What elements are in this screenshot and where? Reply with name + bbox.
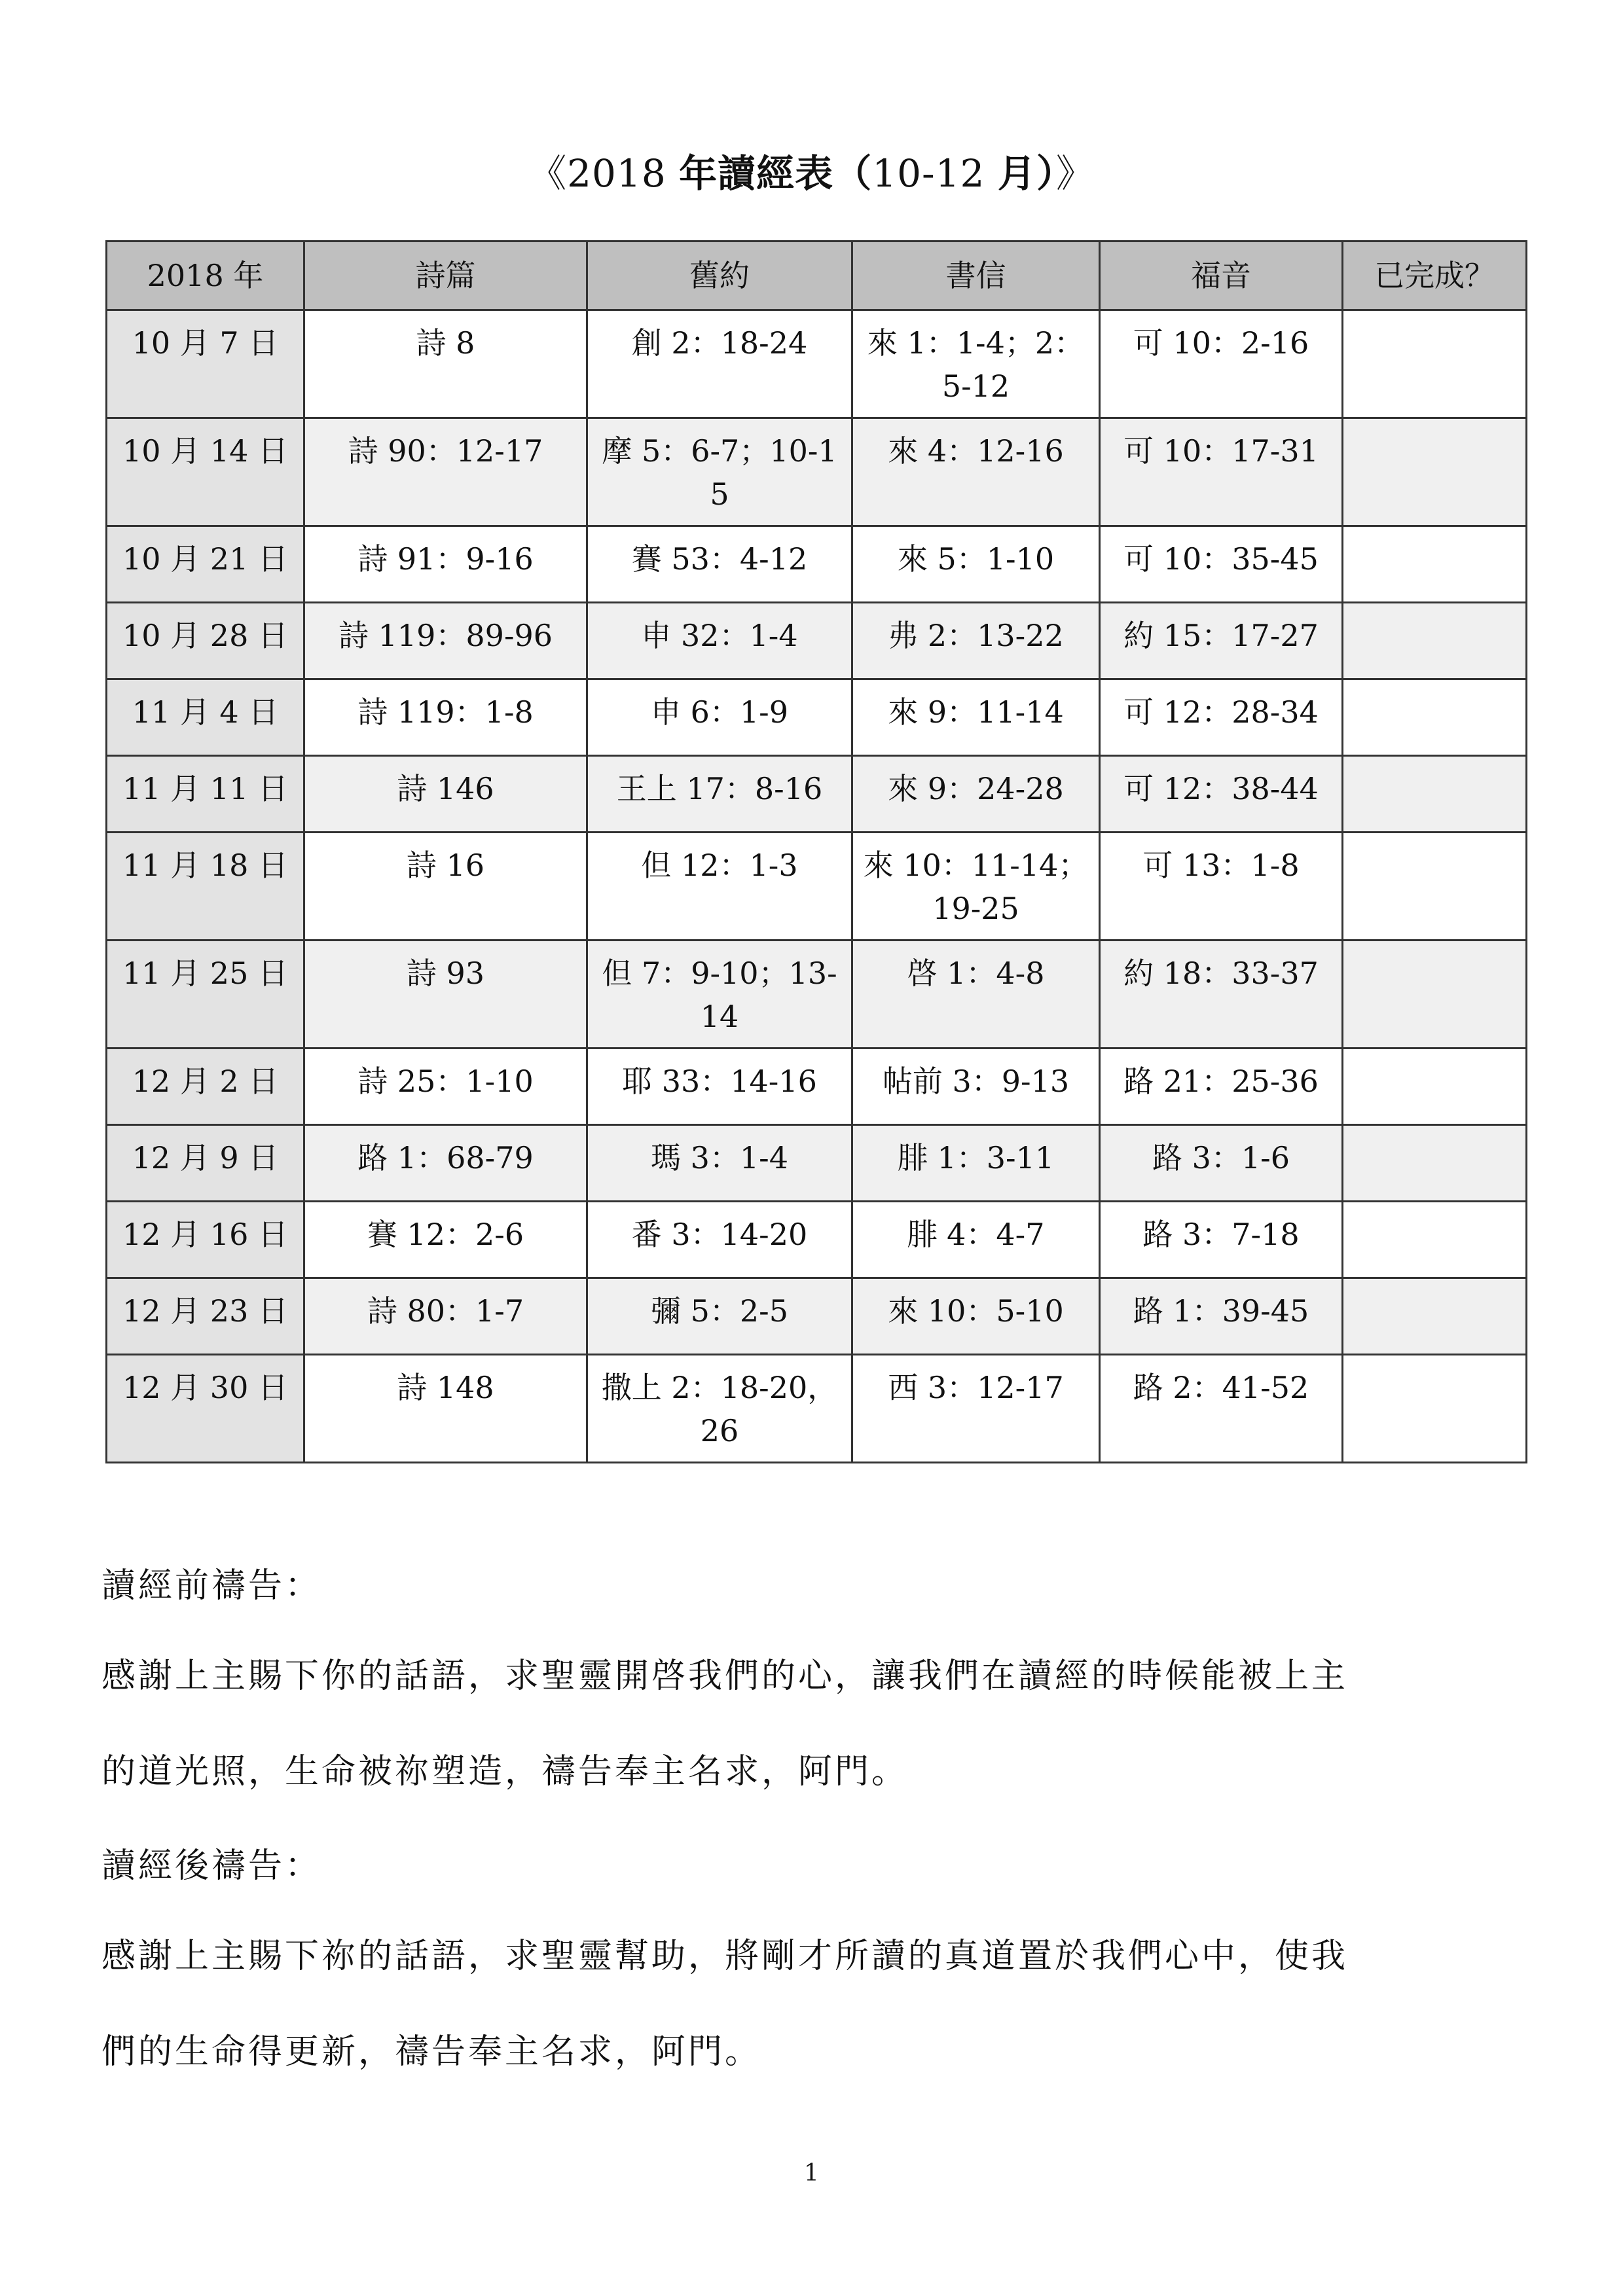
old-testament-cell: 申 6：1-9 (587, 679, 852, 756)
page-number: 1 (804, 2160, 819, 2187)
old-testament-cell: 撒上 2：18-20，26 (587, 1355, 852, 1463)
epistle-cell: 來 9：11-14 (852, 679, 1100, 756)
gospel-cell: 路 1：39-45 (1100, 1278, 1343, 1355)
prayer-before-line-1: 感謝上主賜下你的話語，求聖靈開啓我們的心，讓我們在讀經的時候能被上主 (101, 1657, 1349, 1696)
table-row (107, 310, 1527, 418)
reading-schedule-table (105, 240, 1527, 1463)
completed-cell[interactable] (1343, 833, 1527, 941)
old-testament-cell: 但 12：1-3 (587, 833, 852, 941)
table-row (107, 941, 1527, 1049)
psalms-cell: 詩 119：1-8 (304, 679, 587, 756)
psalms-cell: 路 1：68-79 (304, 1125, 587, 1202)
title-open: 《 (528, 151, 568, 196)
table-body (107, 310, 1527, 1463)
old-testament-cell: 彌 5：2-5 (587, 1278, 852, 1355)
header-old-testament: 舊約 (587, 242, 852, 310)
date-cell: 12 月 2 日 (107, 1049, 304, 1125)
table-row (107, 1049, 1527, 1125)
old-testament-cell: 申 32：1-4 (587, 603, 852, 679)
epistle-cell: 帖前 3：9-13 (852, 1049, 1100, 1125)
completed-cell[interactable] (1343, 1049, 1527, 1125)
title-close: 》 (1055, 151, 1095, 196)
epistle-cell: 弗 2：13-22 (852, 603, 1100, 679)
gospel-cell: 可 13：1-8 (1100, 833, 1343, 941)
date-cell: 11 月 4 日 (107, 679, 304, 756)
table-row (107, 756, 1527, 833)
psalms-cell: 詩 119：89-96 (304, 603, 587, 679)
title-range: 10-12 (872, 151, 985, 196)
completed-cell[interactable] (1343, 941, 1527, 1049)
date-cell: 11 月 11 日 (107, 756, 304, 833)
completed-cell[interactable] (1343, 603, 1527, 679)
gospel-cell: 約 15：17-27 (1100, 603, 1343, 679)
table-row (107, 418, 1527, 526)
epistle-cell: 啓 1：4-8 (852, 941, 1100, 1049)
old-testament-cell: 創 2：18-24 (587, 310, 852, 418)
table-row (107, 1278, 1527, 1355)
completed-cell[interactable] (1343, 679, 1527, 756)
psalms-cell: 詩 25：1-10 (304, 1049, 587, 1125)
gospel-cell: 路 3：1-6 (1100, 1125, 1343, 1202)
date-cell: 12 月 23 日 (107, 1278, 304, 1355)
epistle-cell: 腓 4：4-7 (852, 1202, 1100, 1278)
completed-cell[interactable] (1343, 310, 1527, 418)
table-row (107, 1355, 1527, 1463)
completed-cell[interactable] (1343, 1125, 1527, 1202)
completed-cell[interactable] (1343, 756, 1527, 833)
epistle-cell: 腓 1：3-11 (852, 1125, 1100, 1202)
page-title (0, 143, 1623, 198)
date-cell: 12 月 16 日 (107, 1202, 304, 1278)
epistle-cell: 西 3：12-17 (852, 1355, 1100, 1463)
psalms-cell: 詩 8 (304, 310, 587, 418)
title-year: 2018 (567, 151, 666, 196)
epistle-cell: 來 4：12-16 (852, 418, 1100, 526)
psalms-cell: 詩 93 (304, 941, 587, 1049)
prayer-after-heading: 讀經後禱告： (101, 1846, 322, 1886)
prayer-before-heading: 讀經前禱告： (101, 1566, 322, 1605)
epistle-cell: 來 1：1-4；2：5-12 (852, 310, 1100, 418)
table-row (107, 1202, 1527, 1278)
gospel-cell: 可 12：38-44 (1100, 756, 1343, 833)
gospel-cell: 路 3：7-18 (1100, 1202, 1343, 1278)
table-row (107, 833, 1527, 941)
header-completed: 已完成？ (1343, 242, 1527, 310)
epistle-cell: 來 10：11-14；19-25 (852, 833, 1100, 941)
gospel-cell: 路 21：25-36 (1100, 1049, 1343, 1125)
psalms-cell: 詩 90：12-17 (304, 418, 587, 526)
epistle-cell: 來 9：24-28 (852, 756, 1100, 833)
table-row (107, 603, 1527, 679)
gospel-cell: 約 18：33-37 (1100, 941, 1343, 1049)
old-testament-cell: 耶 33：14-16 (587, 1049, 852, 1125)
completed-cell[interactable] (1343, 1355, 1527, 1463)
psalms-cell: 詩 91：9-16 (304, 526, 587, 603)
old-testament-cell: 摩 5：6-7；10-15 (587, 418, 852, 526)
date-cell: 10 月 7 日 (107, 310, 304, 418)
date-cell: 11 月 18 日 (107, 833, 304, 941)
old-testament-cell: 賽 53：4-12 (587, 526, 852, 603)
date-cell: 10 月 14 日 (107, 418, 304, 526)
epistle-cell: 來 5：1-10 (852, 526, 1100, 603)
title-paren-open: （ (833, 151, 873, 196)
date-cell: 10 月 21 日 (107, 526, 304, 603)
psalms-cell: 賽 12：2-6 (304, 1202, 587, 1278)
header-epistle: 書信 (852, 242, 1100, 310)
epistle-cell: 來 10：5-10 (852, 1278, 1100, 1355)
completed-cell[interactable] (1343, 1202, 1527, 1278)
completed-cell[interactable] (1343, 418, 1527, 526)
prayer-after-line-1: 感謝上主賜下祢的話語，求聖靈幫助，將剛才所讀的真道置於我們心中，使我 (101, 1937, 1349, 1976)
date-cell: 12 月 30 日 (107, 1355, 304, 1463)
date-cell: 12 月 9 日 (107, 1125, 304, 1202)
psalms-cell: 詩 80：1-7 (304, 1278, 587, 1355)
prayer-before-line-2: 的道光照，生命被祢塑造，禱告奉主名求，阿門。 (101, 1752, 909, 1791)
title-month: 月 (997, 151, 1036, 196)
table-header-row (107, 242, 1527, 310)
table-row (107, 526, 1527, 603)
psalms-cell: 詩 16 (304, 833, 587, 941)
header-psalms: 詩篇 (304, 242, 587, 310)
header-gospel: 福音 (1100, 242, 1343, 310)
table-row (107, 1125, 1527, 1202)
header-date: 2018 年 (107, 242, 304, 310)
old-testament-cell: 番 3：14-20 (587, 1202, 852, 1278)
table-row (107, 679, 1527, 756)
date-cell: 11 月 25 日 (107, 941, 304, 1049)
old-testament-cell: 王上 17：8-16 (587, 756, 852, 833)
gospel-cell: 可 10：17-31 (1100, 418, 1343, 526)
gospel-cell: 可 10：2-16 (1100, 310, 1343, 418)
old-testament-cell: 瑪 3：1-4 (587, 1125, 852, 1202)
old-testament-cell: 但 7：9-10；13-14 (587, 941, 852, 1049)
title-part1: 年讀經表 (679, 151, 834, 196)
psalms-cell: 詩 146 (304, 756, 587, 833)
completed-cell[interactable] (1343, 526, 1527, 603)
date-cell: 10 月 28 日 (107, 603, 304, 679)
gospel-cell: 可 10：35-45 (1100, 526, 1343, 603)
title-paren-close: ） (1036, 151, 1056, 196)
prayer-after-line-2: 們的生命得更新，禱告奉主名求，阿門。 (101, 2032, 762, 2072)
gospel-cell: 路 2：41-52 (1100, 1355, 1343, 1463)
psalms-cell: 詩 148 (304, 1355, 587, 1463)
completed-cell[interactable] (1343, 1278, 1527, 1355)
gospel-cell: 可 12：28-34 (1100, 679, 1343, 756)
